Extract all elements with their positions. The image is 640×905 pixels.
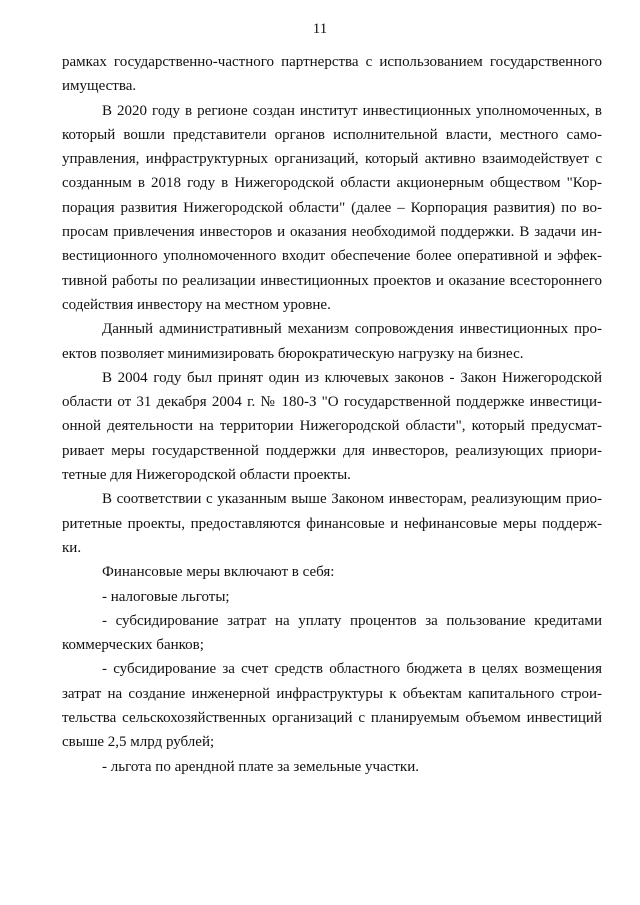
page-number: 11 — [312, 21, 328, 37]
paragraph-continuation: рамках государственно-частного партнерства с использованием государственного имущества. — [62, 54, 602, 95]
list-item-infrastructure-subsidy: - субсидирование за счет средств областного бюджета в целях возмещения затрат на создание инженерной инфраструктуры к объектам капитального строи-тельства сельскохозяйственных организаций с планируемым объемом инвестиций свыше 2,5 млрд рублей; — [62, 661, 602, 751]
document-body — [62, 50, 602, 779]
list-item-land-lease-benefit: - льгота по арендной плате за земельные участки. — [102, 758, 419, 775]
paragraph-support-measures: В соответствии с указанным выше Законом инвесторам, реализующим прио-ритетные проекты, предоставляются финансовые и нефинансовые меры поддерж-ки. — [62, 491, 602, 556]
list-item-loan-interest-subsidy: - субсидирование затрат на уплату процентов за пользование кредитами коммерческих банков; — [62, 612, 602, 654]
paragraph-investment-commissioners: В 2020 году в регионе создан институт инвестиционных уполномоченных, в который вошли представители органов исполнительной власти, местного само-управления, инфраструктурных организаций, который активно взаимодействует с созданным в 2018 году в Нижегородской области акционерным обществом "Кор-порация развития Нижегородской области" (далее – Корпорация развития) по во-просам привлечения инвесторов и оказания необходимой поддержки. В задачи ин-вестиционного уполномоченного входит обеспечение более оперативной и эффек-тивной работы по реализации инвестиционных проектов и оказание всестороннего содействия инвестору на местном уровне. — [62, 102, 602, 313]
list-item-tax-benefits: - налоговые льготы; — [102, 588, 230, 605]
paragraph-financial-measures-heading: Финансовые меры включают в себя: — [102, 564, 335, 581]
paragraph-administrative-mechanism: Данный административный механизм сопровождения инвестиционных про-ектов позволяет минимизировать бюрократическую нагрузку на бизнес. — [62, 321, 602, 362]
paragraph-law-2004: В 2004 году был принят один из ключевых законов - Закон Нижегородской области от 31 декабря 2004 г. № 180-З "О государственной поддержке инвестици-онной деятельности на территории Нижегородской области", который предусмат-ривает меры государственной поддержки для инвесторов, реализующих приори-тетные для Нижегородской области проекты. — [62, 369, 602, 484]
